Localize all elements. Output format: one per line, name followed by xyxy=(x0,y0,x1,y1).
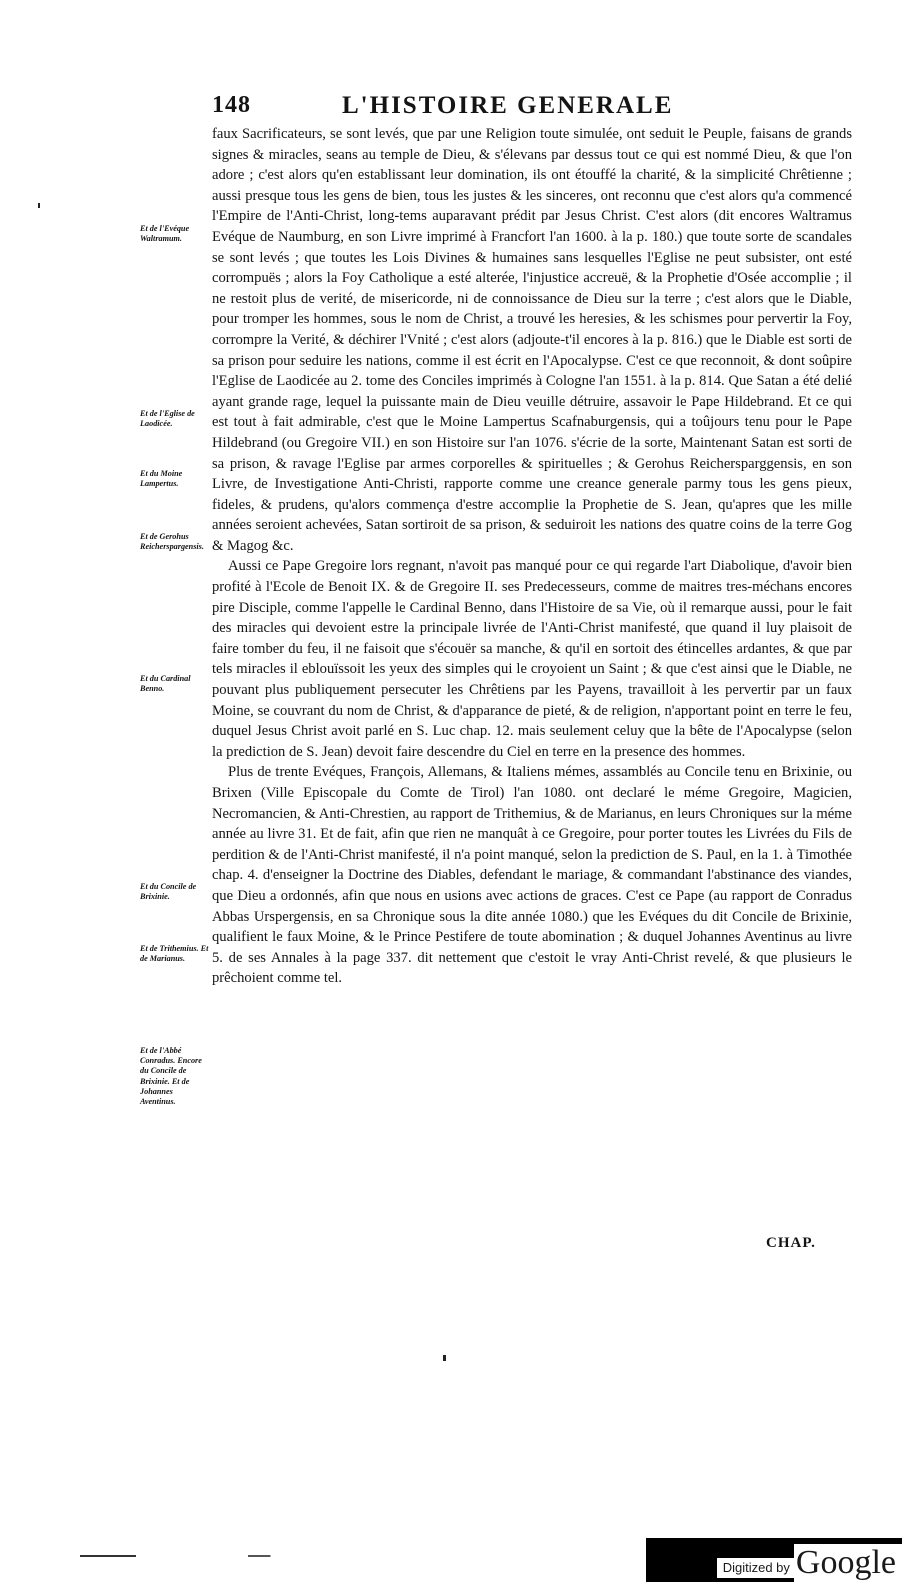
margin-notes xyxy=(140,224,210,1204)
margin-note-waltramus: Et de l'Evéque Waltramum. xyxy=(140,224,190,244)
ink-speck xyxy=(38,203,40,208)
page-number: 148 xyxy=(212,92,251,118)
page-bottom-smudge xyxy=(80,1555,640,1557)
running-title: L'HISTOIRE GENERALE xyxy=(342,92,674,119)
margin-note-lampertus: Et du Moine Lampertus. xyxy=(140,469,183,489)
body-text xyxy=(212,124,852,989)
paragraph-2: Aussi ce Pape Gregoire lors regnant, n'avoit pas manqué pour ce qui regarde l'art Diabolique, d'avoir bien profité à l'Ecole de Benoit IX. & de Gregoire II. ses Predecesseurs, comme de maitres tres-méchans encores pire Disciple, comme l'appelle le Cardinal Benno, dans l'Histoire de sa Vie, où il remarque aussi, pour le fait des miracles qui devoient estre la principale livrée de l'Anti-Christ manifesté, que quand il luy plaisoit de faire tomber du feu, il ne faisoit que s'écouër sa manche, & qu'il en sortoit des étincelles ardantes, & que par tels miracles il eblouïssoit les yeux des simples qui le croyoient un Saint ; & que c'est ainsi que le Diable, ne pouvant plus publiquement persecuter les Chrêtiens par les Payens, travailloit à les pervertir par un faux Moine, se couvrant du nom de Christ, & d'apparance de pieté, & de religion, n'apportant point en terre le feu, duquel Jesus Christ avoit parlé en S. Luc chap. 12. mais seulement celuy que la bête de l'Apocalypse (selon la prediction de S. Jean) devoit faire descendre du Ciel en terre en la presence des hommes. xyxy=(212,558,852,760)
margin-note-benno: Et du Cardinal Benno. xyxy=(140,674,191,694)
margin-note-brixinie: Et du Concile de Brixinie. xyxy=(140,882,197,902)
paragraph-1: faux Sacrificateurs, se sont levés, que par une Religion toute simulée, ont seduit le Peuple, faisans de grands signes & miracles, seans au temple de Dieu, & s'élevans par dessus tout ce qui est nommé Dieu, & que l'on adore ; c'est alors qu'en establissant leur domination, ils ont étouffé la charité, & la simplicité Chrêtienne ; aussi presque tous les gens de bien, tous les justes & les sinceres, ont reconnu que c'est alors qu'a commencé l'Empire de l'Anti-Christ, long-tems auparavant prédit par Jesus Christ. C'est alors (dit encores Waltramus Evéque de Naumburg, en son Livre imprimé à Francfort l'an 1600. à la p. 180.) que toute sorte de scandales se sont levés ; que toutes les Lois Divines & humaines sans lesquelles l'Eglise ne peut subsister, ont esté corrompuës ; alors la Foy Catholique a esté alterée, l'injustice accreuë, & la Prophetie d'Osée accomplie ; il ne restoit plus de verité, de misericorde, ni de connoissance de Dieu sur la terre ; c'est alors que le Diable, pour tromper les hommes, sous le nom de Christ, a trouvé les heresies, & les schismes pour pervertir la Foy, corrompre la Verité, & déchirer l'Vnité ; c'est alors (adjoute-t'il encores à la p. 816.) que le Diable est sorti de sa prison pour seduire les nations, comme il est écrit en l'Apocalypse. C'est ce que reconnoit, & dont soûpire l'Eglise de Laodicée au 2. tome des Conciles imprimés à Cologne l'an 1551. à la p. 814. Que Satan a été delié ayant grande rage, lequel la puissante main de Dieu veuille détruire, assavoir le Pape Hildebrand. Et ce qui est tout à fait admirable, c'est que le Moine Lampertus Scafnaburgensis, qui a toûjours tenu pour le Pape Hildebrand (ou Gregoire VII.) en son Histoire sur l'an 1076. s'écrie de la sorte, Maintenant Satan est sorti de sa prison, & ravage l'Eglise par armes corporelles & spirituelles ; & Gerohus Reichersparggensis, en son Livre, de Investigatione Anti-Christi, rapporte comme une creance generale parmy tous les gens pieux, fideles, & prudens, qu'alors commença d'estre accomplie la Prophetie de S. Jean, qu'apres que les mille années seroient achevées, Satan sortiroit de sa prison, & seduiroit les nations des quatre coins de la terre Gog & Magog &c. xyxy=(212,126,852,554)
margin-note-gerohus: Et de Gerohus Reicherspargensis. xyxy=(140,532,204,552)
paragraph-3: Plus de trente Evéques, François, Allemans, & Italiens mémes, assamblés au Concile tenu en Brixinie, ou Brixen (Ville Episcopale du Comte de Tirol) l'an 1080. ont declaré le méme Gregoire, Magicien, Necromancien, & Anti-Chrestien, au rapport de Trithemius, & de Marianus, en leurs Chroniques sur la méme année au livre 31. Et de fait, afin que rien ne manquât à ce Gregoire, pour porter toutes les Livrées du Fils de perdition & de l'Anti-Christ manifesté, il n'a point manqué, selon la prediction de S. Paul, en la 1. à Timothée chap. 4. d'enseigner la Doctrine des Diables, defendant le mariage, & commandant l'abstinance des viandes, que Dieu a ordonnés, afin que nous en usions avec actions de graces. C'est ce Pape (au rapport de Conradus Abbas Urspergensis, en sa Chronique sous la dite année 1080.) que les Evéques du dit Concile de Brixinie, qualifient le faux Moine, & le Prince Pestifere de toute abomination ; & duquel Johannes Aventinus au livre 5. de ses Annales à la page 337. dit nettement que c'estoit le vray Anti-Christ revelé, & que plusieurs le prêchoient comme tel. xyxy=(212,764,852,987)
margin-note-trithemius: Et de Trithemius. Et de Marianus. xyxy=(140,944,209,964)
catchword: CHAP. xyxy=(766,1235,816,1251)
digitized-label: Digitized by xyxy=(717,1558,794,1578)
margin-note-laodicee: Et de l'Eglise de Laodicée. xyxy=(140,409,195,429)
ink-speck xyxy=(443,1355,446,1361)
page-header xyxy=(212,92,852,126)
google-logo: Google xyxy=(794,1544,902,1582)
google-watermark xyxy=(646,1538,902,1582)
margin-note-conradus: Et de l'Abbé Conradus. Encore du Concile de Brixinie. Et de Johannes Aventinus. xyxy=(140,1046,202,1107)
